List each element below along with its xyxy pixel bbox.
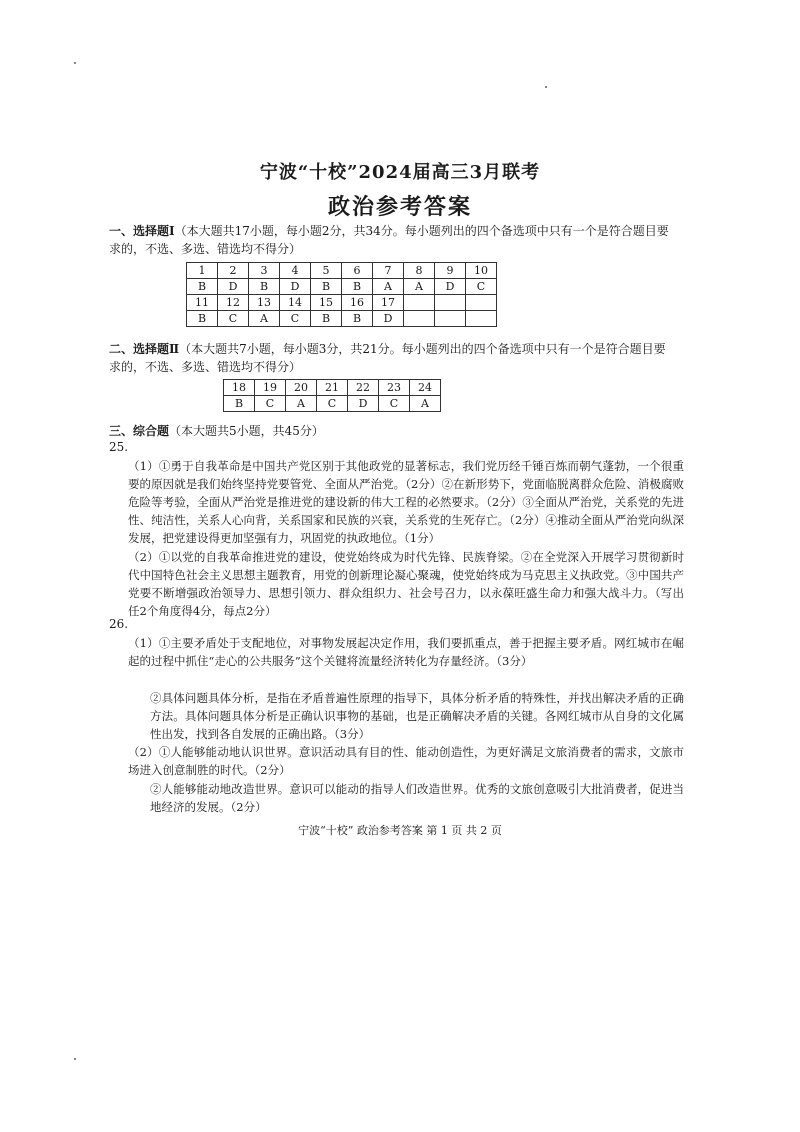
answer-table-row	[187, 295, 497, 311]
question-number-cell: 15	[311, 295, 342, 311]
answer-table-1	[186, 262, 497, 327]
answer-cell: B	[311, 279, 342, 295]
section-2-heading	[109, 340, 669, 376]
scan-speck	[74, 1058, 76, 1060]
question-number-cell: 23	[379, 380, 410, 396]
question-26-part-2b: ②人能够能动地改造世界。意识可以能动的指导人们改造世界。优秀的文旅创意吸引大批消费者，促进当地经济的发展。（2分）	[150, 782, 684, 814]
answer-cell: B	[187, 311, 218, 327]
answer-cell: B	[249, 279, 280, 295]
answer-cell: B	[224, 396, 255, 412]
question-number-cell: 22	[348, 380, 379, 396]
question-25-number: 25.	[109, 440, 129, 454]
question-number-cell	[435, 295, 466, 311]
answer-cell: B	[311, 311, 342, 327]
question-number-cell: 8	[404, 263, 435, 279]
section-3-desc: （本大题共5小题，共45分）	[169, 424, 324, 438]
scan-speck	[545, 86, 547, 88]
answer-cell: C	[466, 279, 497, 295]
answer-table-2	[223, 379, 441, 412]
answer-cell: A	[373, 279, 404, 295]
section-3-heading	[109, 422, 669, 440]
answer-table-row	[187, 311, 497, 327]
section-1-label: 一、选择题Ⅰ	[109, 224, 175, 238]
answer-cell	[466, 311, 497, 327]
exam-title: 宁波“十校”2024届高三3月联考	[259, 162, 541, 183]
answer-cell	[404, 311, 435, 327]
section-2-desc: （本大题共7小题，每小题3分，共21分。每小题列出的四个备选项中只有一个是符合题目要求的，不选、多选、错选均不得分）	[109, 342, 666, 374]
answer-cell: B	[342, 279, 373, 295]
answer-cell: D	[435, 279, 466, 295]
section-1-heading	[109, 222, 669, 258]
question-number-cell: 4	[280, 263, 311, 279]
scan-speck	[74, 62, 76, 64]
question-number-cell: 7	[373, 263, 404, 279]
question-number-cell: 5	[311, 263, 342, 279]
answer-table-row	[187, 279, 497, 295]
page-footer: 宁波“十校” 政治参考答案 第 1 页 共 2 页	[298, 824, 502, 837]
answer-cell: D	[348, 396, 379, 412]
question-number-cell: 6	[342, 263, 373, 279]
answer-cell: C	[255, 396, 286, 412]
answer-cell: D	[373, 311, 404, 327]
answer-cell: D	[280, 279, 311, 295]
answer-table-row	[224, 380, 441, 396]
answer-cell: B	[342, 311, 373, 327]
answer-cell: A	[249, 311, 280, 327]
answer-cell: C	[218, 311, 249, 327]
question-number-cell	[466, 295, 497, 311]
question-26-part-2a: （2）①人能够能动地认识世界。意识活动具有目的性、能动创造性，为更好满足文旅消费者的需求，文旅市场进入创意制胜的时代。（2分）	[128, 745, 684, 777]
answer-cell: A	[410, 396, 441, 412]
question-number-cell: 17	[373, 295, 404, 311]
answer-cell: C	[280, 311, 311, 327]
section-2-label: 二、选择题Ⅱ	[109, 342, 180, 356]
question-number-cell: 12	[218, 295, 249, 311]
question-number-cell: 19	[255, 380, 286, 396]
question-number-cell: 20	[286, 380, 317, 396]
question-25-part-1: （1）①勇于自我革命是中国共产党区别于其他政党的显著标志，我们党历经千锤百炼而朝气蓬勃，一个很重要的原因就是我们始终坚持党要管党、全面从严治党。（2分）②在新形势下，党面临脱离群众危险、消极腐败危险等考验，全面从严治党是推进党的建设新的伟大工程的必然要求。（2分）③全面从严治党，关系党的先进性、纯洁性，关系人心向背，关系国家和民族的兴衰，关系党的生死存亡。（2分）④推动全面从严治党向纵深发展，把党建设得更加坚强有力，巩固党的执政地位。（1分）	[128, 459, 684, 545]
answer-cell	[435, 311, 466, 327]
question-number-cell: 3	[249, 263, 280, 279]
question-25-part-2: （2）①以党的自我革命推进党的建设，使党始终成为时代先锋、民族脊梁。②在全党深入开展学习贯彻新时代中国特色社会主义思想主题教育，用党的创新理论凝心聚魂，使党始终成为马克思主义执政党。③中国共产党要不断增强政治领导力、思想引领力、群众组织力、社会号召力，以永葆旺盛生命力和强大战斗力。（写出任2个角度得4分，每点2分）	[128, 550, 684, 618]
answer-table-row	[187, 263, 497, 279]
answer-cell: C	[317, 396, 348, 412]
section-1-desc: （本大题共17小题，每小题2分，共34分。每小题列出的四个备选项中只有一个是符合题目要求的，不选、多选、错选均不得分）	[109, 224, 669, 256]
question-number-cell: 2	[218, 263, 249, 279]
answer-table-row	[224, 396, 441, 412]
question-number-cell	[404, 295, 435, 311]
answer-cell: B	[187, 279, 218, 295]
answer-cell: A	[404, 279, 435, 295]
question-number-cell: 10	[466, 263, 497, 279]
answer-cell: A	[286, 396, 317, 412]
question-number-cell: 18	[224, 380, 255, 396]
question-number-cell: 11	[187, 295, 218, 311]
question-26-part-1a: （1）①主要矛盾处于支配地位，对事物发展起决定作用，我们要抓重点，善于把握主要矛盾。网红城市在崛起的过程中抓住“走心的公共服务”这个关键将流量经济转化为存量经济。（3分）	[128, 636, 684, 668]
answer-cell: C	[379, 396, 410, 412]
question-26-number: 26.	[109, 617, 129, 631]
question-26-part-1b: ②具体问题具体分析，是指在矛盾普遍性原理的指导下，具体分析矛盾的特殊性，并找出解决矛盾的正确方法。具体问题具体分析是正确认识事物的基础，也是正确解决矛盾的关键。各网红城市从自身的文化属性出发，找到各自发展的正确出路。（3分）	[150, 691, 684, 741]
question-number-cell: 16	[342, 295, 373, 311]
question-number-cell: 21	[317, 380, 348, 396]
question-number-cell: 13	[249, 295, 280, 311]
question-number-cell: 9	[435, 263, 466, 279]
answer-cell: D	[218, 279, 249, 295]
question-number-cell: 1	[187, 263, 218, 279]
section-3-label: 三、综合题	[109, 424, 170, 438]
question-number-cell: 24	[410, 380, 441, 396]
question-number-cell: 14	[280, 295, 311, 311]
page-title: 政治参考答案	[327, 194, 472, 220]
